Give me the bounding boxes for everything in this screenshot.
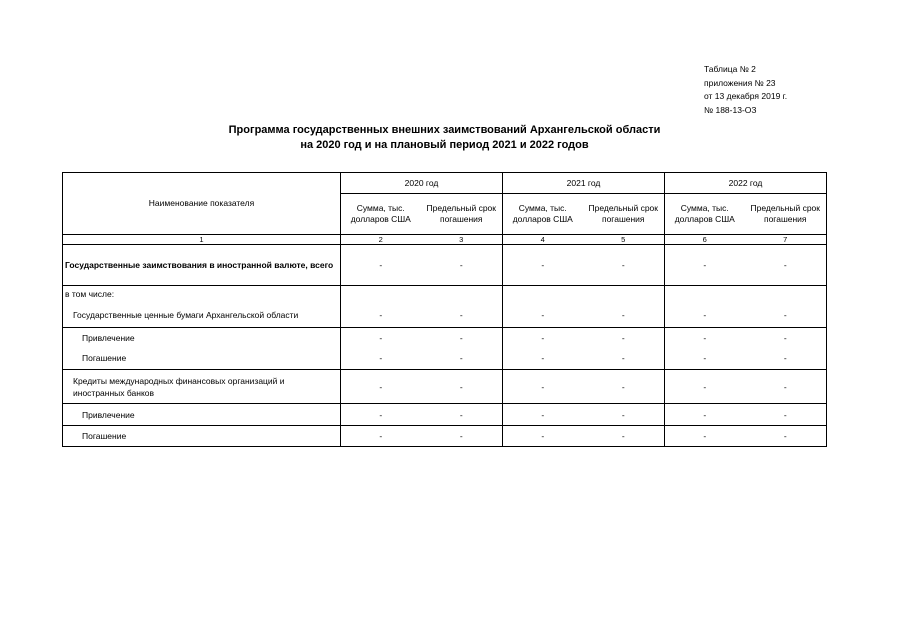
cell-value: [665, 286, 745, 303]
borrowing-program-table: [62, 172, 827, 447]
cell-value: [421, 286, 503, 303]
row-name: Государственные заимствования в иностранной валюте, всего: [63, 245, 341, 286]
header-sum-2020: Сумма, тыс. долларов США: [341, 194, 421, 235]
cell-value: -: [421, 303, 503, 328]
column-number-2: 2: [341, 235, 421, 245]
cell-value: -: [745, 404, 827, 426]
table-row: [63, 426, 827, 447]
row-name: Кредиты международных финансовых организаций и иностранных банков: [63, 370, 341, 404]
table-row: [63, 286, 827, 303]
document-title: [0, 123, 905, 153]
row-name: Погашение: [63, 348, 341, 370]
cell-value: -: [583, 303, 665, 328]
column-number-6: 6: [665, 235, 745, 245]
cell-value: -: [665, 404, 745, 426]
cell-value: -: [665, 348, 745, 370]
cell-value: -: [341, 426, 421, 447]
column-number-row: [63, 235, 827, 245]
row-name: Государственные ценные бумаги Архангельской области: [63, 303, 341, 328]
cell-value: -: [703, 332, 707, 343]
cell-value: -: [583, 348, 665, 370]
row-name: в том числе:: [63, 286, 341, 303]
column-number-1: 1: [63, 235, 341, 245]
cell-value: -: [583, 328, 665, 348]
cell-value: -: [421, 404, 503, 426]
cell-value: -: [503, 303, 583, 328]
cell-value: [745, 286, 827, 303]
column-number-4: 4: [503, 235, 583, 245]
appendix-note: [704, 63, 787, 117]
cell-value: -: [503, 426, 583, 447]
cell-value: -: [379, 332, 383, 343]
cell-value: -: [745, 370, 827, 404]
cell-value: -: [665, 245, 745, 286]
header-sum-2021: Сумма, тыс. долларов США: [503, 194, 583, 235]
table-row: [63, 303, 827, 328]
cell-value: -: [745, 348, 827, 370]
table-row: [63, 404, 827, 426]
cell-value: -: [341, 348, 421, 370]
header-row-years: [63, 173, 827, 194]
title-line-1: Программа государственных внешних заимствований Архангельской области: [228, 124, 661, 136]
column-number-3: 3: [421, 235, 503, 245]
note-line-law-number: № 188-13-ОЗ: [704, 104, 757, 115]
cell-value: [583, 286, 665, 303]
cell-value: [503, 286, 583, 303]
cell-value: -: [583, 370, 665, 404]
cell-value: -: [583, 245, 665, 286]
header-sum-2022: Сумма, тыс. долларов США: [665, 194, 745, 235]
header-indicator-name: Наименование показателя: [63, 173, 341, 235]
cell-value: -: [341, 370, 421, 404]
cell-value: -: [745, 245, 827, 286]
cell-value: -: [421, 328, 503, 348]
cell-value: -: [421, 370, 503, 404]
cell-value: -: [541, 332, 545, 343]
table-row: [63, 328, 827, 348]
header-year-2020: 2020 год: [341, 173, 503, 194]
header-term-2021: Предельный срок погашения: [583, 194, 665, 235]
cell-value: -: [745, 426, 827, 447]
table-row: [63, 245, 827, 286]
cell-value: -: [665, 426, 745, 447]
table-row: [63, 348, 827, 370]
table-row: [63, 370, 827, 404]
note-line-table: Таблица № 2: [704, 64, 756, 74]
header-term-2022: Предельный срок погашения: [745, 194, 827, 235]
cell-value: -: [421, 426, 503, 447]
cell-value: -: [341, 245, 421, 286]
header-year-2022: 2022 год: [665, 173, 827, 194]
cell-value: -: [745, 328, 827, 348]
title-line-2: на 2020 год и на плановый период 2021 и 2022 годов: [300, 139, 589, 151]
note-line-date: от 13 декабря 2019 г.: [704, 91, 788, 101]
cell-value: -: [503, 370, 583, 404]
header-term-2020: Предельный срок погашения: [421, 194, 503, 235]
row-name: Погашение: [63, 426, 341, 447]
cell-value: -: [583, 426, 665, 447]
cell-value: -: [665, 370, 745, 404]
cell-value: -: [341, 404, 421, 426]
column-number-5: 5: [583, 235, 665, 245]
cell-value: -: [665, 303, 745, 328]
row-name: Привлечение: [63, 328, 341, 348]
cell-value: -: [341, 303, 421, 328]
cell-value: -: [583, 404, 665, 426]
cell-value: -: [745, 303, 827, 328]
column-number-7: 7: [745, 235, 827, 245]
cell-value: -: [503, 245, 583, 286]
row-name: Привлечение: [63, 404, 341, 426]
cell-value: -: [503, 404, 583, 426]
cell-value: -: [421, 245, 503, 286]
cell-value: -: [421, 348, 503, 370]
header-year-2021: 2021 год: [503, 173, 665, 194]
cell-value: -: [503, 348, 583, 370]
cell-value: [341, 286, 421, 303]
note-line-appendix: приложения № 23: [704, 77, 776, 88]
